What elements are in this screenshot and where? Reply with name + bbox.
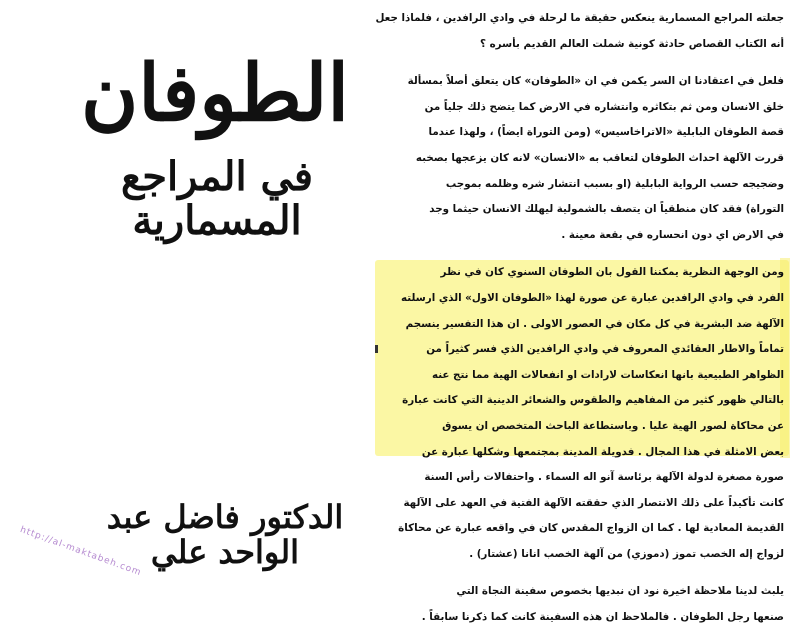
text-line: الفرد في وادي الرافدين عبارة عن صورة لهذا «الطوفان الاول» الذي ارسلته — [401, 291, 784, 304]
cover-author: الدكتور فاضل عبد الواحد علي — [106, 498, 344, 572]
text-line: بالتالي ظهور كثير من المفاهيم والطقوس والشعائر الدينية التي كانت عبارة — [402, 394, 784, 407]
paragraph-2 — [372, 69, 784, 248]
text-line: ومن الوجهة النظرية يمكننا القول بان الطوفان السنوي كان في نظر — [440, 266, 784, 279]
text-line: بعض الامثلة في هذا المجال . فدويلة المدينة بمجتمعها وشكلها عبارة عن — [421, 445, 784, 458]
text-line: الآلهة ضد البشرية في كل مكان في العصور الاولى . ان هذا التفسير ينسجم — [405, 317, 784, 330]
text-line: القديمة المعادية لها . كما ان الزواج المقدس كان في واقعه عبارة عن محاكاة — [398, 522, 784, 535]
text-line: قررت الآلهة احداث الطوفان لتعاقب به «الانسان» لانه كان يزعجها بصخبه — [415, 151, 784, 164]
text-line: أنه الكتاب القصاص حادثة كونية شملت العالم القديم بأسره ؟ — [480, 37, 784, 50]
text-line: جعلته المراجع المسمارية ينعكس حقيقة ما لرحلة في وادي الرافدين ، فلماذا جعل — [375, 12, 784, 24]
text-line: يلبث لدينا ملاحظة اخيرة نود ان نبديها بخصوص سفينة النجاة التي — [456, 585, 784, 598]
text-line: لزواج إله الخصب تموز (دموزي) من آلهة الخصب انانا (عشتار) . — [469, 547, 784, 560]
text-line: خلق الانسان ومن ثم بتكاثره وانتشاره في الارض كما يتضح ذلك جلياً من — [424, 100, 784, 113]
book-cover — [0, 0, 380, 637]
watermark-url: http://al-maktabeh.com — [18, 525, 143, 579]
text-line: صورة مصغرة لدولة الآلهة برئاسة آنو اله السماء . واحتفالات رأس السنة — [424, 471, 784, 484]
text-line: فلعل في اعتقادنا ان السر يكمن في ان «الطوفان» كان يتعلق أصلاً بمسألة — [407, 75, 784, 88]
text-line: تماماً والاطار العقائدي المعروف في وادي الرافدين الذي فسر كثيراً من — [426, 343, 784, 356]
text-line: وضجيجه حسب الرواية البابلية (او بسبب انتشار شره وظلمه بموجب — [445, 177, 784, 190]
paragraph-1 — [372, 6, 784, 57]
text-line: الظواهر الطبيعية بانها انعكاسات لارادات او انفعالات الهية مما نتج عنه — [431, 368, 784, 381]
paragraph-5 — [372, 579, 784, 630]
cover-subtitle: في المراجع المسمارية — [120, 153, 313, 244]
text-line: كانت تأكيداً على ذلك الانتصار الذي حققته الآلهة الفتية في العهد على الآلهة — [403, 496, 784, 509]
paragraph-3-highlighted — [372, 260, 784, 465]
text-line: قصة الطوفان البابلية «الاتراخاسيس» (ومن التوراة ايضاً) ، ولهذا عندما — [428, 126, 784, 139]
page-text — [372, 6, 784, 631]
paragraph-4 — [372, 465, 784, 567]
text-line: التوراة) فقد كان منطقياً ان يتصف بالشمولية ليهلك الانسان حيثما وجد — [429, 203, 784, 216]
text-line: في الارض اي دون انحساره في بقعة معينة . — [561, 228, 784, 241]
text-line: عن محاكاة لصور الهية عليا . وباستطاعة الباحث المتخصص ان يسوق — [442, 419, 784, 432]
cover-title: الطوفان — [80, 48, 350, 139]
text-line: صنعها رجل الطوفان . فالملاحظ ان هذه السفينة كانت كما ذكرنا سابقاً . — [421, 611, 784, 624]
